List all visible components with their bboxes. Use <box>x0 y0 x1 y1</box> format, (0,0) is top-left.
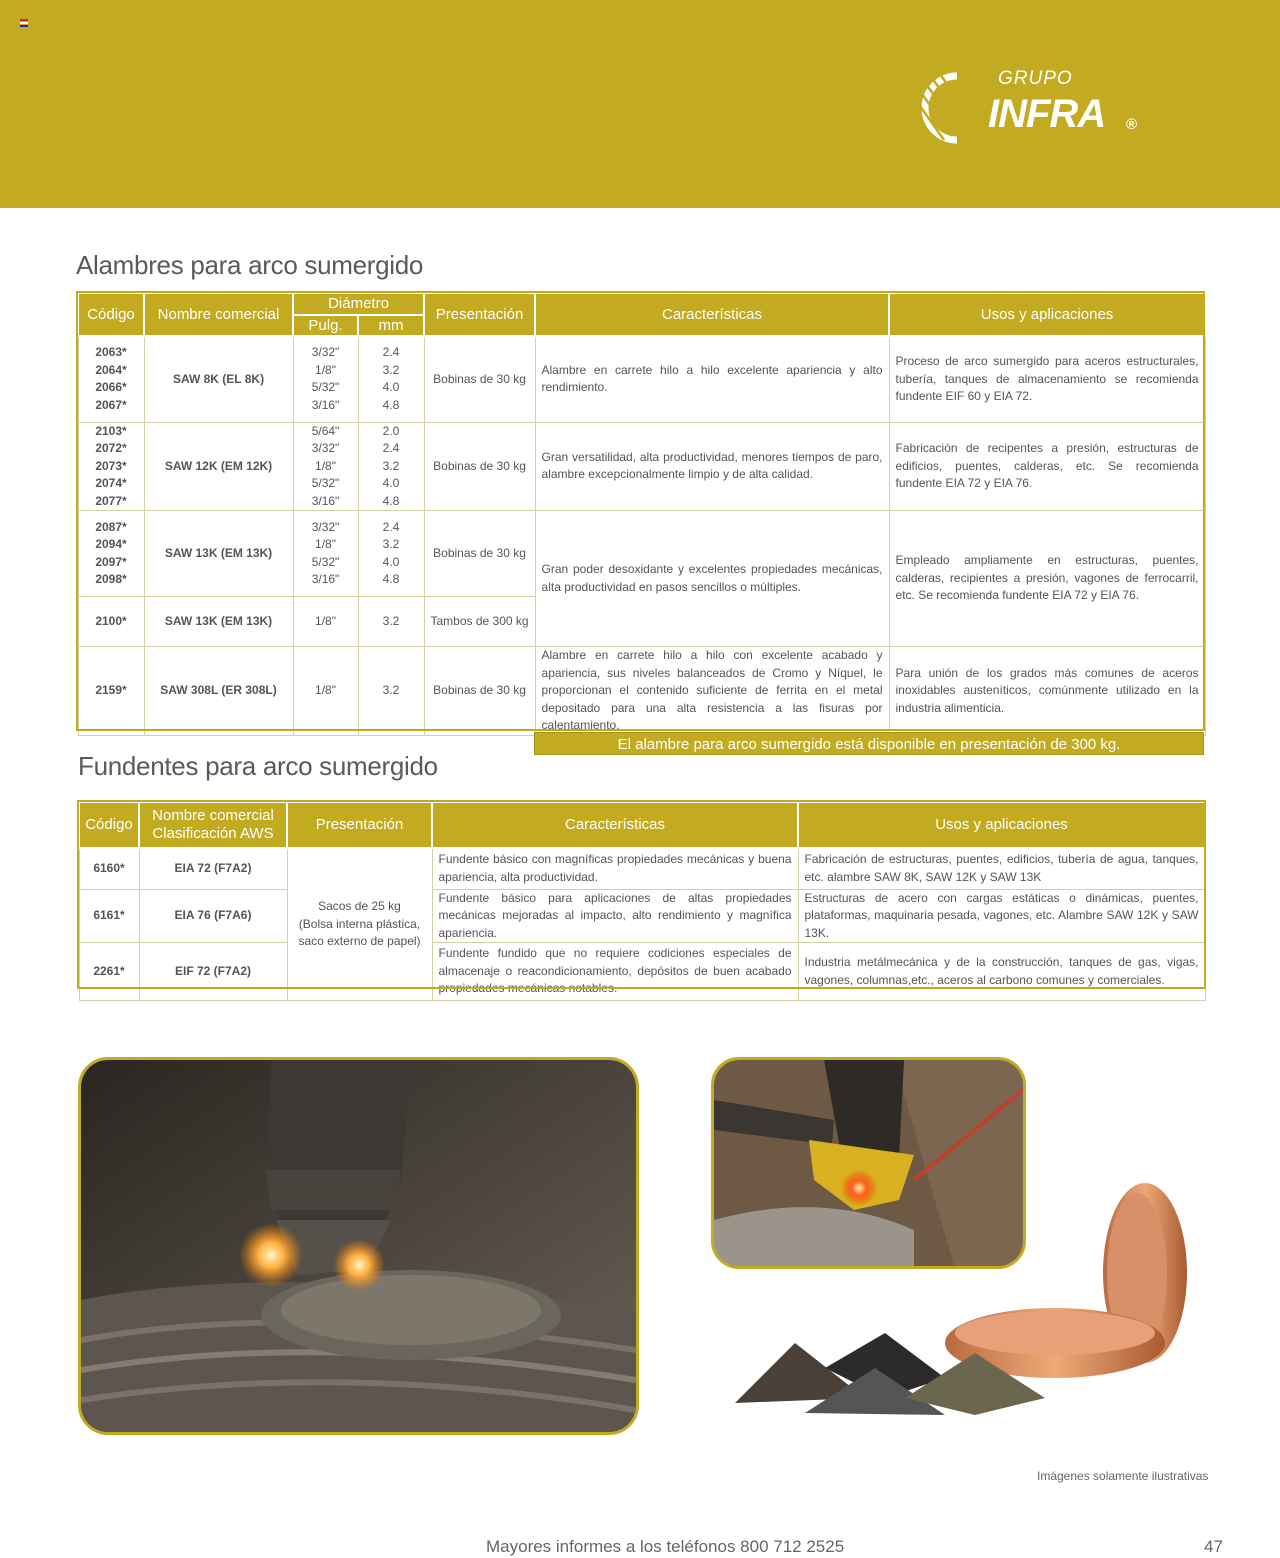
col-header-usos: Usos y aplicaciones <box>798 802 1205 848</box>
table-row <box>78 647 1205 736</box>
table-row <box>79 943 1205 1001</box>
col-header-presentacion: Presentación <box>424 293 535 336</box>
col-header-nombre: Nombre comercial <box>144 293 293 336</box>
product-name: EIF 72 (F7A2) <box>139 943 287 1001</box>
contact-info: Mayores informes a los teléfonos 800 712 2525 <box>486 1537 845 1556</box>
diameter-pulg: 5/64" 3/32" 1/8" 5/32" 3/16" <box>293 422 358 511</box>
logo-infra-text: INFRA <box>988 92 1106 136</box>
uses: Industria metálmecánica y de la construcción, tanques de gas, vigas, vagones, columnas,etc., aceros al carbono comunes y comerciales. <box>798 943 1205 1001</box>
flag-icon <box>20 19 28 26</box>
diameter-mm: 3.2 <box>358 597 424 647</box>
col-header-codigo: Código <box>79 802 139 848</box>
presentation: Bobinas de 30 kg <box>424 511 535 597</box>
presentation: Sacos de 25 kg (Bolsa interna plástica, saco externo de papel) <box>287 848 432 1001</box>
logo-grupo-text: GRUPO <box>998 68 1073 89</box>
availability-banner: El alambre para arco sumergido está disponible en presentación de 300 kg. <box>534 732 1204 755</box>
presentation: Tambos de 300 kg <box>424 597 535 647</box>
table-row <box>78 422 1205 511</box>
table-row <box>79 848 1205 889</box>
uses: Empleado ampliamente en estructuras, puentes, calderas, recipientes a presión, vagones de ferrocarril, etc. Se recomienda fundente EIA 72 y EIA 76. <box>889 511 1205 647</box>
features: Alambre en carrete hilo a hilo con excelente acabado y apariencia, sus niveles balanceados de Cromo y Níquel, le proporcionan el contenido suficiente de ferrita en el metal depositado para una alta resistencia a las fisuras por calentamiento. <box>535 647 889 736</box>
table-row <box>79 889 1205 943</box>
product-name: SAW 13K (EM 13K) <box>144 511 293 597</box>
product-name: EIA 76 (F7A6) <box>139 889 287 943</box>
fluxes-table <box>78 801 1206 1001</box>
welding-torch-illustration <box>81 1060 636 1432</box>
table-row <box>78 336 1205 422</box>
diameter-mm: 2.4 3.2 4.0 4.8 <box>358 336 424 422</box>
product-name: SAW 8K (EL 8K) <box>144 336 293 422</box>
code-cell: 6160* <box>79 848 139 889</box>
wire-coil-and-flux-illustration <box>735 1183 1205 1433</box>
product-name: SAW 13K (EM 13K) <box>144 597 293 647</box>
logo-registered-mark: ® <box>1126 116 1138 133</box>
col-header-mm: mm <box>358 315 424 336</box>
diameter-pulg: 3/32" 1/8" 5/32" 3/16" <box>293 511 358 597</box>
features: Fundente básico para aplicaciones de altas propiedades mecánicas mejoradas al impacto, alto rendimiento y magnífica apariencia. <box>432 889 798 943</box>
product-name: SAW 308L (ER 308L) <box>144 647 293 736</box>
uses: Fabricación de recipentes a presión, estructuras de edificios, puentes, calderas, etc. Se recomienda fundente EIA 72 y EIA 76. <box>889 422 1205 511</box>
table-row <box>78 511 1205 597</box>
uses: Estructuras de acero con cargas estáticas o dinámicas, puentes, plataformas, maquinaria pesada, vagones, etc. Alambre SAW 12K y SAW 13K. <box>798 889 1205 943</box>
features: Gran poder desoxidante y excelentes propiedades mecánicas, alta productividad en pasos sencillos o múltiples. <box>535 511 889 647</box>
welding-torch-photo <box>78 1057 639 1435</box>
diameter-mm: 2.0 2.4 3.2 4.0 4.8 <box>358 422 424 511</box>
features: Alambre en carrete hilo a hilo excelente apariencia y alto rendimiento. <box>535 336 889 422</box>
diameter-mm: 3.2 <box>358 647 424 736</box>
code-cell: 2103* 2072* 2073* 2074* 2077* <box>78 422 144 511</box>
presentation: Bobinas de 30 kg <box>424 336 535 422</box>
presentation: Bobinas de 30 kg <box>424 422 535 511</box>
code-cell: 2063* 2064* 2066* 2067* <box>78 336 144 422</box>
col-header-caracteristicas: Características <box>535 293 889 336</box>
col-header-caracteristicas: Características <box>432 802 798 848</box>
features: Gran versatilidad, alta productividad, menores tiempos de paro, alambre excepcionalmente limpio y de alta calidad. <box>535 422 889 511</box>
code-cell: 2261* <box>79 943 139 1001</box>
diameter-pulg: 3/32" 1/8" 5/32" 3/16" <box>293 336 358 422</box>
page-number: 47 <box>1204 1537 1223 1556</box>
col-header-codigo: Código <box>78 293 144 336</box>
diameter-pulg: 1/8" <box>293 647 358 736</box>
product-name: SAW 12K (EM 12K) <box>144 422 293 511</box>
wires-table <box>77 292 1206 736</box>
infra-logo-icon <box>918 70 996 146</box>
diameter-pulg: 1/8" <box>293 597 358 647</box>
col-header-pulg: Pulg. <box>293 315 358 336</box>
diameter-mm: 2.4 3.2 4.0 4.8 <box>358 511 424 597</box>
wires-section-title: Alambres para arco sumergido <box>76 250 424 280</box>
code-cell: 2100* <box>78 597 144 647</box>
features: Fundente básico con magníficas propiedades mecánicas y buena apariencia, alta productividad. <box>432 848 798 889</box>
illustrative-images-note: Imágenes solamente ilustrativas <box>1037 1469 1209 1483</box>
col-header-diametro: Diámetro <box>293 293 424 315</box>
uses: Fabricación de estructuras, puentes, edificios, tubería de agua, tanques, etc. alambre SAW 8K, SAW 12K y SAW 13K <box>798 848 1205 889</box>
features: Fundente fundido que no requiere codiciones especiales de almacenaje o reacondicionamiento, depósitos de buen acabado propiedades mecánicas notables. <box>432 943 798 1001</box>
grupo-infra-logo[interactable] <box>918 66 1148 148</box>
presentation: Bobinas de 30 kg <box>424 647 535 736</box>
col-header-nombre: Nombre comercial Clasificación AWS <box>139 802 287 848</box>
code-cell: 2159* <box>78 647 144 736</box>
fluxes-section-title: Fundentes para arco sumergido <box>78 751 438 781</box>
uses: Para unión de los grados más comunes de aceros inoxidables austeníticos, comúnmente utilizado en la industria alimenticia. <box>889 647 1205 736</box>
product-name: EIA 72 (F7A2) <box>139 848 287 889</box>
code-cell: 2087* 2094* 2097* 2098* <box>78 511 144 597</box>
col-header-presentacion: Presentación <box>287 802 432 848</box>
uses: Proceso de arco sumergido para aceros estructurales, tubería, tanques de almacenamiento se recomienda fundente EIF 60 y EIA 72. <box>889 336 1205 422</box>
col-header-usos: Usos y aplicaciones <box>889 293 1205 336</box>
code-cell: 6161* <box>79 889 139 943</box>
